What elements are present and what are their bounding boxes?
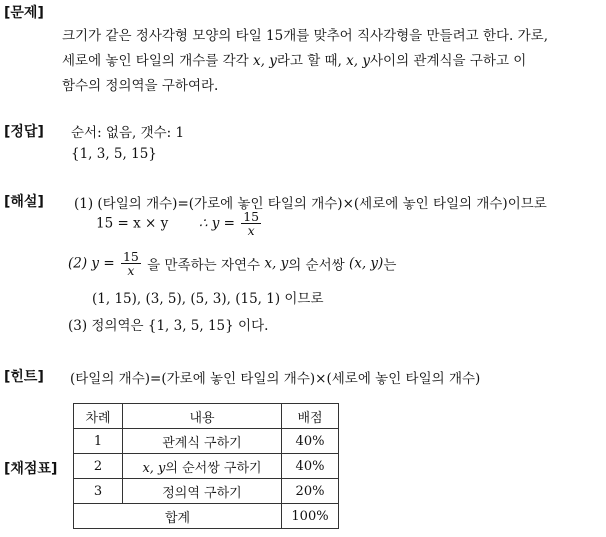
problem-line-2-mid: 라고 할 때,	[276, 53, 342, 69]
eq-therefore: ∴ y =	[198, 215, 235, 232]
rubric-row-no: 2	[74, 454, 123, 479]
rubric-var-xy: x, y	[142, 460, 166, 476]
problem-line-1: 크기가 같은 정사각형 모양의 타일 15개를 맞추어 직사각형을 만들려고 한다. 가로,	[62, 28, 548, 44]
step-2-text-b: 의 순서쌍	[288, 257, 345, 274]
step-2-pair: (x, y)	[348, 255, 384, 272]
problem-var-xy-2: x, y	[346, 53, 370, 69]
hint-text: (타일의 개수)=(가로에 놓인 타일의 개수)×(세로에 놓인 타일의 개수)	[70, 371, 481, 387]
rubric-row-points: 20%	[282, 479, 339, 504]
explanation-step-3: (3) 정의역은 {1, 3, 5, 15} 이다.	[68, 318, 269, 334]
fraction-numerator-2: 15	[122, 249, 139, 264]
fraction-numerator: 15	[243, 209, 260, 224]
rubric-total-label: 합계	[74, 504, 282, 529]
eq-15-x-y: 15 = x × y	[96, 215, 169, 232]
rubric-table	[73, 403, 339, 529]
explanation-step-2	[68, 250, 396, 277]
rubric-header-row	[74, 404, 339, 429]
rubric-row-content: 정의역 구하기	[123, 479, 282, 504]
rubric-row-content: 관계식 구하기	[123, 429, 282, 454]
rubric-row	[74, 429, 339, 454]
fraction-denominator-2: x	[127, 263, 135, 279]
fraction-denominator: x	[247, 223, 255, 239]
rubric-row-points: 40%	[282, 429, 339, 454]
explanation-step-2-pairs: (1, 15), (3, 5), (5, 3), (15, 1) 이므로	[92, 291, 324, 307]
rubric-row-content	[123, 454, 282, 479]
answer-line-1: 순서: 없음, 갯수: 1	[71, 125, 185, 141]
problem-line-2	[62, 49, 526, 69]
problem-var-xy: x, y	[253, 53, 277, 69]
eq-y-equals: (2) y =	[68, 255, 115, 272]
explanation-label: [해설]	[4, 194, 44, 210]
rubric-row-no: 3	[74, 479, 123, 504]
step-2-text-a: 을 만족하는 자연수	[147, 257, 261, 274]
rubric-header-content: 내용	[123, 404, 282, 429]
rubric-label: [채점표]	[4, 461, 58, 477]
explanation-step-1-equation	[96, 210, 263, 237]
problem-line-3: 함수의 정의역을 구하여라.	[62, 78, 219, 94]
step-2-var-xy: x, y	[264, 255, 289, 272]
step-2-text-c: 는	[383, 257, 397, 274]
rubric-row-content-text: 의 순서쌍 구하기	[165, 460, 262, 476]
problem-line-2-pre: 세로에 놓인 타일의 개수를 각각	[62, 53, 249, 69]
explanation-step-1: (1) (타일의 개수)=(가로에 놓인 타일의 개수)×(세로에 놓인 타일의 개수)이므로	[74, 196, 547, 212]
fraction-15-over-x	[241, 210, 261, 237]
rubric-row-no: 1	[74, 429, 123, 454]
problem-label: [문제]	[4, 5, 44, 21]
rubric-header-points: 배점	[282, 404, 339, 429]
rubric-row	[74, 454, 339, 479]
rubric-row-points: 40%	[282, 454, 339, 479]
answer-line-2: {1, 3, 5, 15}	[71, 146, 157, 162]
rubric-row	[74, 479, 339, 504]
fraction-15-over-x-2	[121, 250, 141, 277]
problem-line-2-post: 사이의 관계식을 구하고 이	[370, 53, 527, 69]
rubric-total-points: 100%	[282, 504, 339, 529]
hint-label: [힌트]	[4, 369, 44, 385]
answer-label: [정답]	[4, 124, 44, 140]
rubric-header-no: 차례	[74, 404, 123, 429]
rubric-total-row	[74, 504, 339, 529]
